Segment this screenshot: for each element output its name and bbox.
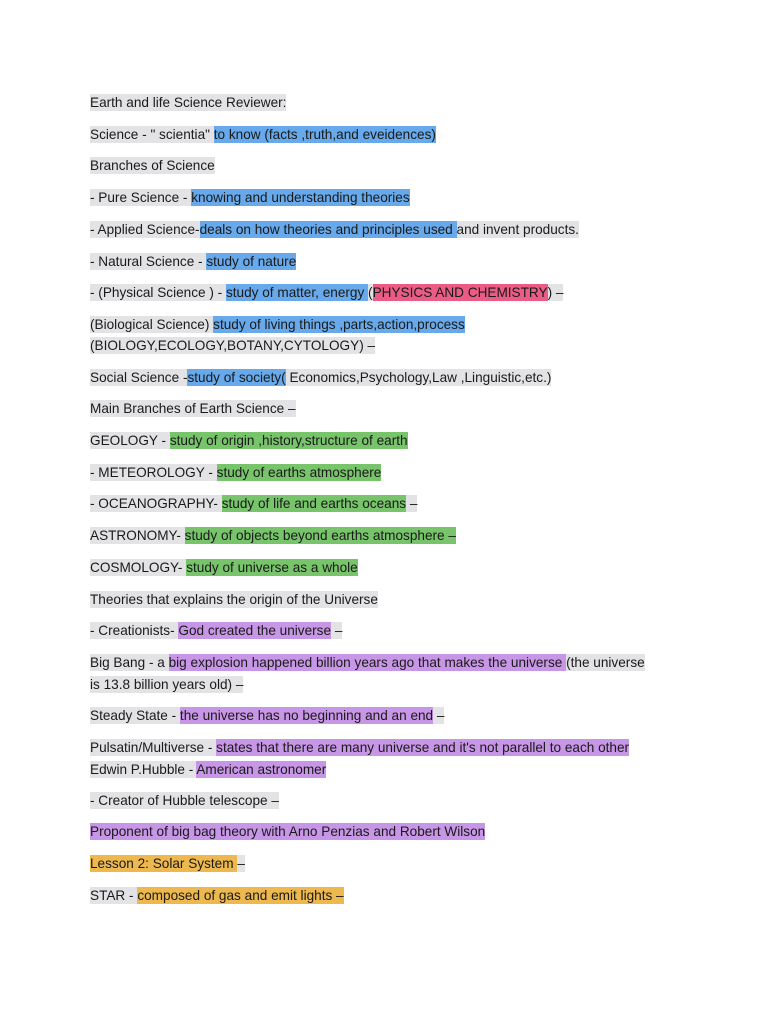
text-line bbox=[90, 621, 342, 641]
highlight-green: study of origin ,history,structure of earth bbox=[169, 433, 408, 448]
text-line bbox=[90, 494, 417, 514]
text-line bbox=[90, 738, 629, 758]
highlight-green: study of earths atmosphere bbox=[216, 465, 382, 480]
text-segment: Big Bang - a bbox=[90, 655, 169, 670]
text-segment: Theories that explains the origin of the Universe bbox=[90, 592, 378, 607]
text-segment: and invent products. bbox=[456, 222, 579, 237]
highlight-blue: knowing and understanding theories bbox=[191, 190, 410, 205]
title-line bbox=[90, 93, 286, 113]
text-segment: Pulsatin/Multiverse - bbox=[90, 740, 217, 755]
text-segment: STAR - bbox=[90, 888, 138, 903]
text-segment: - METEOROLOGY - bbox=[90, 465, 217, 480]
text-line bbox=[90, 886, 344, 906]
highlight-blue: study of society( bbox=[187, 370, 286, 385]
text-segment: – bbox=[331, 623, 343, 638]
lesson-heading bbox=[90, 854, 245, 874]
text-segment: Earth and life Science Reviewer: bbox=[90, 95, 287, 110]
highlight-purple: God created the universe bbox=[178, 623, 332, 638]
text-line bbox=[90, 283, 563, 303]
text-line bbox=[90, 252, 296, 272]
text-segment: (BIOLOGY,ECOLOGY,BOTANY,CYTOLOGY) – bbox=[90, 338, 376, 353]
text-segment: - Creator of Hubble telescope – bbox=[90, 793, 279, 808]
text-segment: Social Science - bbox=[90, 370, 188, 385]
text-line bbox=[90, 558, 358, 578]
highlight-orange: composed of gas and emit lights – bbox=[137, 888, 344, 903]
text-segment: is 13.8 billion years old) – bbox=[90, 677, 244, 692]
text-line bbox=[90, 125, 436, 145]
text-line bbox=[90, 188, 410, 208]
highlight-purple: states that there are many universe and it's not parallel to each other bbox=[216, 740, 630, 755]
text-line bbox=[90, 156, 215, 176]
text-segment: Branches of Science bbox=[90, 158, 215, 173]
text-segment: Steady State - bbox=[90, 708, 180, 723]
highlight-orange: Lesson 2: Solar System bbox=[90, 856, 238, 871]
text-segment: GEOLOGY - bbox=[90, 433, 170, 448]
text-line bbox=[90, 220, 579, 240]
text-line bbox=[90, 675, 243, 695]
text-segment: ASTRONOMY- bbox=[90, 528, 185, 543]
text-line bbox=[90, 315, 465, 335]
highlight-green: study of objects beyond earths atmosphere – bbox=[184, 528, 456, 543]
text-line bbox=[90, 760, 326, 780]
text-segment: Main Branches of Earth Science – bbox=[90, 401, 296, 416]
text-segment: - Natural Science - bbox=[90, 254, 207, 269]
highlight-green: study of universe as a whole bbox=[186, 560, 358, 575]
text-segment: COSMOLOGY- bbox=[90, 560, 187, 575]
highlight-blue: study of nature bbox=[206, 254, 297, 269]
text-line bbox=[90, 526, 456, 546]
text-segment: – bbox=[433, 708, 445, 723]
text-line bbox=[90, 399, 296, 419]
highlight-purple: Proponent of big bag theory with Arno Penzias and Robert Wilson bbox=[90, 824, 486, 839]
text-line bbox=[90, 368, 551, 388]
text-line bbox=[90, 431, 408, 451]
text-line bbox=[90, 822, 485, 842]
text-segment: - OCEANOGRAPHY- bbox=[90, 496, 222, 511]
text-segment: Edwin P.Hubble - bbox=[90, 762, 197, 777]
text-segment: ( bbox=[368, 285, 373, 300]
text-line bbox=[90, 706, 444, 726]
text-segment: – bbox=[237, 856, 245, 871]
text-segment: Science - " scientia" bbox=[90, 127, 214, 142]
text-line bbox=[90, 653, 645, 673]
text-segment: – bbox=[406, 496, 418, 511]
text-line bbox=[90, 590, 378, 610]
highlight-blue: study of living things ,parts,action,process bbox=[213, 317, 465, 332]
text-segment: (Biological Science) bbox=[90, 317, 214, 332]
text-segment: - Pure Science - bbox=[90, 190, 192, 205]
text-line bbox=[90, 336, 375, 356]
highlight-purple: American astronomer bbox=[196, 762, 327, 777]
highlight-blue: study of matter, energy bbox=[225, 285, 369, 300]
highlight-green: study of life and earths oceans bbox=[221, 496, 407, 511]
text-segment: - Creationists- bbox=[90, 623, 179, 638]
highlight-purple: big explosion happened billion years ago that makes the universe bbox=[168, 655, 567, 670]
highlight-purple: the universe has no beginning and an end bbox=[179, 708, 434, 723]
text-segment: Economics,Psychology,Law ,Linguistic,etc.) bbox=[285, 370, 552, 385]
highlight-red: PHYSICS AND CHEMISTRY bbox=[372, 285, 548, 300]
text-segment: ) – bbox=[547, 285, 564, 300]
highlight-blue: deals on how theories and principles used bbox=[199, 222, 457, 237]
highlight-blue: to know (facts ,truth,and eveidences) bbox=[213, 127, 436, 142]
text-line bbox=[90, 463, 381, 483]
text-segment: (the universe bbox=[566, 655, 645, 670]
text-segment: - Applied Science- bbox=[90, 222, 200, 237]
text-line bbox=[90, 791, 279, 811]
text-segment: - (Physical Science ) - bbox=[90, 285, 226, 300]
